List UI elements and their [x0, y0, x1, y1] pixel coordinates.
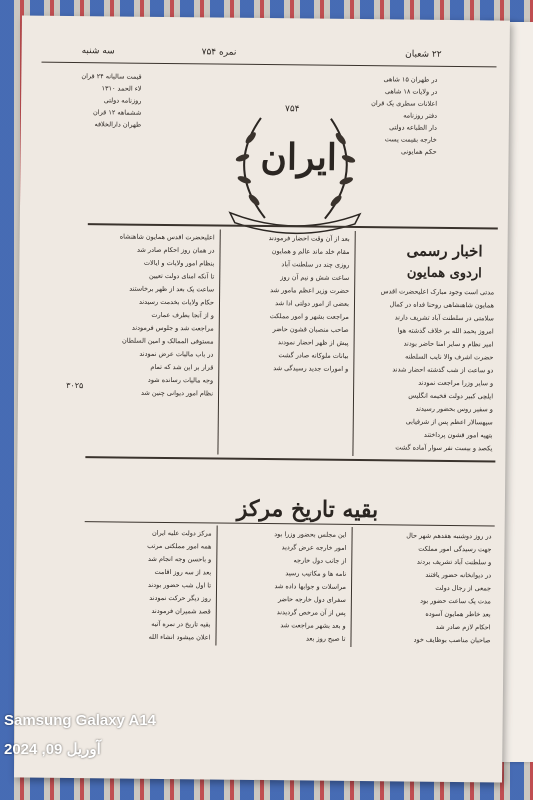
text-line: و سلطنت آباد تشریف بردند	[416, 557, 492, 567]
text-line: اعلیحضرت اقدس همایون شاهنشاه	[119, 232, 215, 242]
text-line: اعلان میشود انشاء الله	[148, 632, 211, 642]
text-line: پیش از ظهر احضار نمودند	[277, 338, 349, 347]
text-line: صاحبان مناصب بوظایف خود	[413, 635, 491, 645]
text-line: بیانات ملوکانه صادر گشت	[278, 351, 349, 360]
text-line: بقیه تاریخ در نمره آتیه	[151, 619, 211, 629]
text-line: مدتی است وجود مبارک اعلیحضرت اقدس	[380, 287, 495, 297]
text-line: در دیوانخانه حضور یافتند	[425, 570, 492, 580]
text-line: تا آنکه امنای دولت تعیین	[148, 271, 215, 281]
text-line: قصد شمیران فرمودند	[151, 606, 211, 616]
note-line: در ولایات ۱۸ شاهی	[384, 87, 438, 96]
section-title: اخبار رسمی	[406, 241, 483, 261]
text-line: بعد خاطر همایون آسوده	[425, 609, 491, 619]
text-line: و بعد بشهر مراجعت شد	[280, 621, 346, 630]
text-line: در روز دوشنبه هفدهم شهر حال	[406, 531, 492, 541]
column-right	[357, 285, 494, 455]
text-line: امروز بحمد الله بر خلاف گذشته هوا	[397, 326, 494, 336]
text-line: ساعت یک بعد از ظهر برخاستند	[129, 284, 215, 294]
text-line: و سفیر روس بحضور رسیدند	[415, 404, 493, 414]
camera-watermark-device: Samsung Galaxy A14	[4, 712, 157, 729]
note-line: خارجه بقیمت پست	[384, 135, 437, 144]
masthead-logo: ایران	[260, 135, 338, 179]
text-line: ایلچی کبیر دولت فخیمه انگلیس	[408, 391, 494, 401]
header-date-left: سه شنبه	[81, 46, 115, 57]
text-line: و از آنجا بطرف عمارت	[151, 310, 214, 320]
text-line: احکام لازم صادر شد	[435, 622, 491, 632]
text-line: از جانب دول خارجه	[293, 556, 347, 565]
text-line: مراجعت شد و جلوس فرمودند	[131, 323, 214, 333]
text-line: مقام خلد ماند عالم و همایون	[271, 247, 350, 256]
text-line: یکصد و بیست نفر سوار آماده گشت	[395, 443, 493, 453]
page-number: ۳۰۲۵	[66, 380, 84, 391]
bottom-column-right	[355, 529, 491, 647]
bottom-column-left	[85, 526, 211, 644]
section-subtitle: اردوی همایون	[406, 265, 482, 282]
note-line: اعلانات سطری یک قران	[371, 99, 438, 108]
column-middle	[223, 232, 349, 376]
note-line: دار الطباعه دولتی	[389, 123, 437, 132]
note-line: طهران دارالخلافه	[94, 120, 142, 129]
note-line: روزنامه دولتی	[103, 96, 142, 105]
text-line: و امورات جدید رسیدگی شد	[273, 364, 349, 373]
text-line: پس از آن مرخص گردیدند	[276, 608, 346, 617]
text-line: سفرای دول خارجه حاضر	[277, 595, 346, 604]
subscription-notes-left	[81, 70, 142, 131]
text-line: سلامتی در سلطنت آباد تشریف دارند	[394, 313, 494, 323]
issue-number: ۷۵۴	[284, 104, 300, 115]
text-line: بعد از سه روز اقامت	[154, 567, 212, 577]
text-line: تا صبح روز بعد	[305, 634, 346, 643]
text-line: همایون شاهنشاهی روحنا فداه در کمال	[389, 300, 495, 310]
text-line: و سایر وزرا مراجعت نمودند	[418, 378, 494, 388]
header-line	[82, 46, 442, 64]
text-line: در باب مالیات عرض نمودند	[139, 349, 214, 359]
text-line: بعضی از امور دولتی ادا شد	[275, 299, 350, 308]
text-line: قرار بر این شد که تمام	[150, 362, 214, 372]
text-line: در همان روز احکام صادر شد	[136, 245, 215, 255]
text-line: حکام ولایات بخدمت رسیدند	[138, 297, 215, 307]
text-line: وجه مالیات رسانده شود	[147, 375, 214, 385]
section-rule	[85, 456, 495, 462]
note-line: دفتر روزنامه	[403, 111, 438, 120]
banner-title: بقیه تاریخ مرکز	[236, 495, 379, 524]
text-line: بنظام امور ولایات و ایالات	[143, 258, 215, 268]
text-line: جهت رسیدگی امور مملکت	[418, 544, 492, 554]
note-line: ششماهه ۱۲ قران	[92, 108, 142, 117]
camera-watermark-date: 2024 ,09 آوریل	[4, 741, 101, 758]
bottom-column-middle	[220, 528, 346, 646]
subscription-notes-right	[371, 73, 438, 158]
text-line: دو ساعت از شب گذشته احضار شدند	[392, 365, 494, 375]
text-line: بعد از آن وقت احضار فرمودند	[268, 234, 350, 243]
text-line: نظام امور دیوانی چنین شد	[140, 388, 214, 398]
text-line: امیر نظام و سایر امنا حاضر بودند	[403, 339, 494, 349]
note-line: حکم همایونی	[401, 147, 437, 156]
text-line: مرکز دولت علیه ایران	[151, 528, 212, 538]
column-divider	[215, 526, 217, 646]
text-line: سپهسالار اعظم پس از شرفیابی	[405, 417, 493, 427]
column-divider	[350, 527, 352, 647]
text-line: مدت یک ساعت حضور بود	[420, 596, 491, 606]
note-line: قیمت سالیانه ۲۴ قران	[81, 72, 142, 81]
text-line: امور خارجه عرض گردید	[281, 543, 347, 552]
column-divider	[352, 231, 355, 456]
text-line: ساعت شش و نیم آن روز	[280, 273, 350, 282]
text-line: مستوفی الممالک و امین السلطان	[121, 336, 214, 346]
text-line: حضرت اشرف والا نایب السلطنه	[405, 352, 494, 362]
column-divider	[217, 230, 220, 455]
note-line: در طهران ۱۵ شاهی	[383, 75, 438, 84]
text-line: و باحسن وجه انجام شد	[147, 554, 212, 564]
text-line: تا اول شب حضور بودند	[148, 580, 212, 590]
text-line: مراسلات و جوابها داده شد	[274, 582, 347, 591]
column-left	[88, 230, 215, 400]
text-line: نامه ها و مکاتیب رسید	[285, 569, 347, 578]
header-number: نمره ۷۵۴	[201, 47, 237, 58]
text-line: جمعی از رجال دولت	[435, 583, 492, 593]
text-line: مراجعت بشهر و امور مملکت	[269, 312, 349, 321]
text-line: روز دیگر حرکت نمودند	[149, 593, 211, 603]
text-line: روزی چند در سلطنت آباد	[281, 260, 350, 269]
text-line: حضرت وزیر اعظم مامور شد	[270, 286, 350, 295]
text-line: همه امور مملکتی مرتب	[147, 541, 212, 551]
text-line: بتهیه امور قشون پرداختند	[423, 430, 493, 440]
text-line: صاحب منصبان قشون حاضر	[272, 325, 349, 334]
note-line: لاء الحمد ۱۳۱۰	[101, 84, 142, 93]
header-date-right: ۲۲ شعبان	[405, 49, 442, 60]
newspaper-page	[14, 15, 510, 782]
text-line: این مجلس بحضور وزرا بود	[274, 530, 347, 539]
